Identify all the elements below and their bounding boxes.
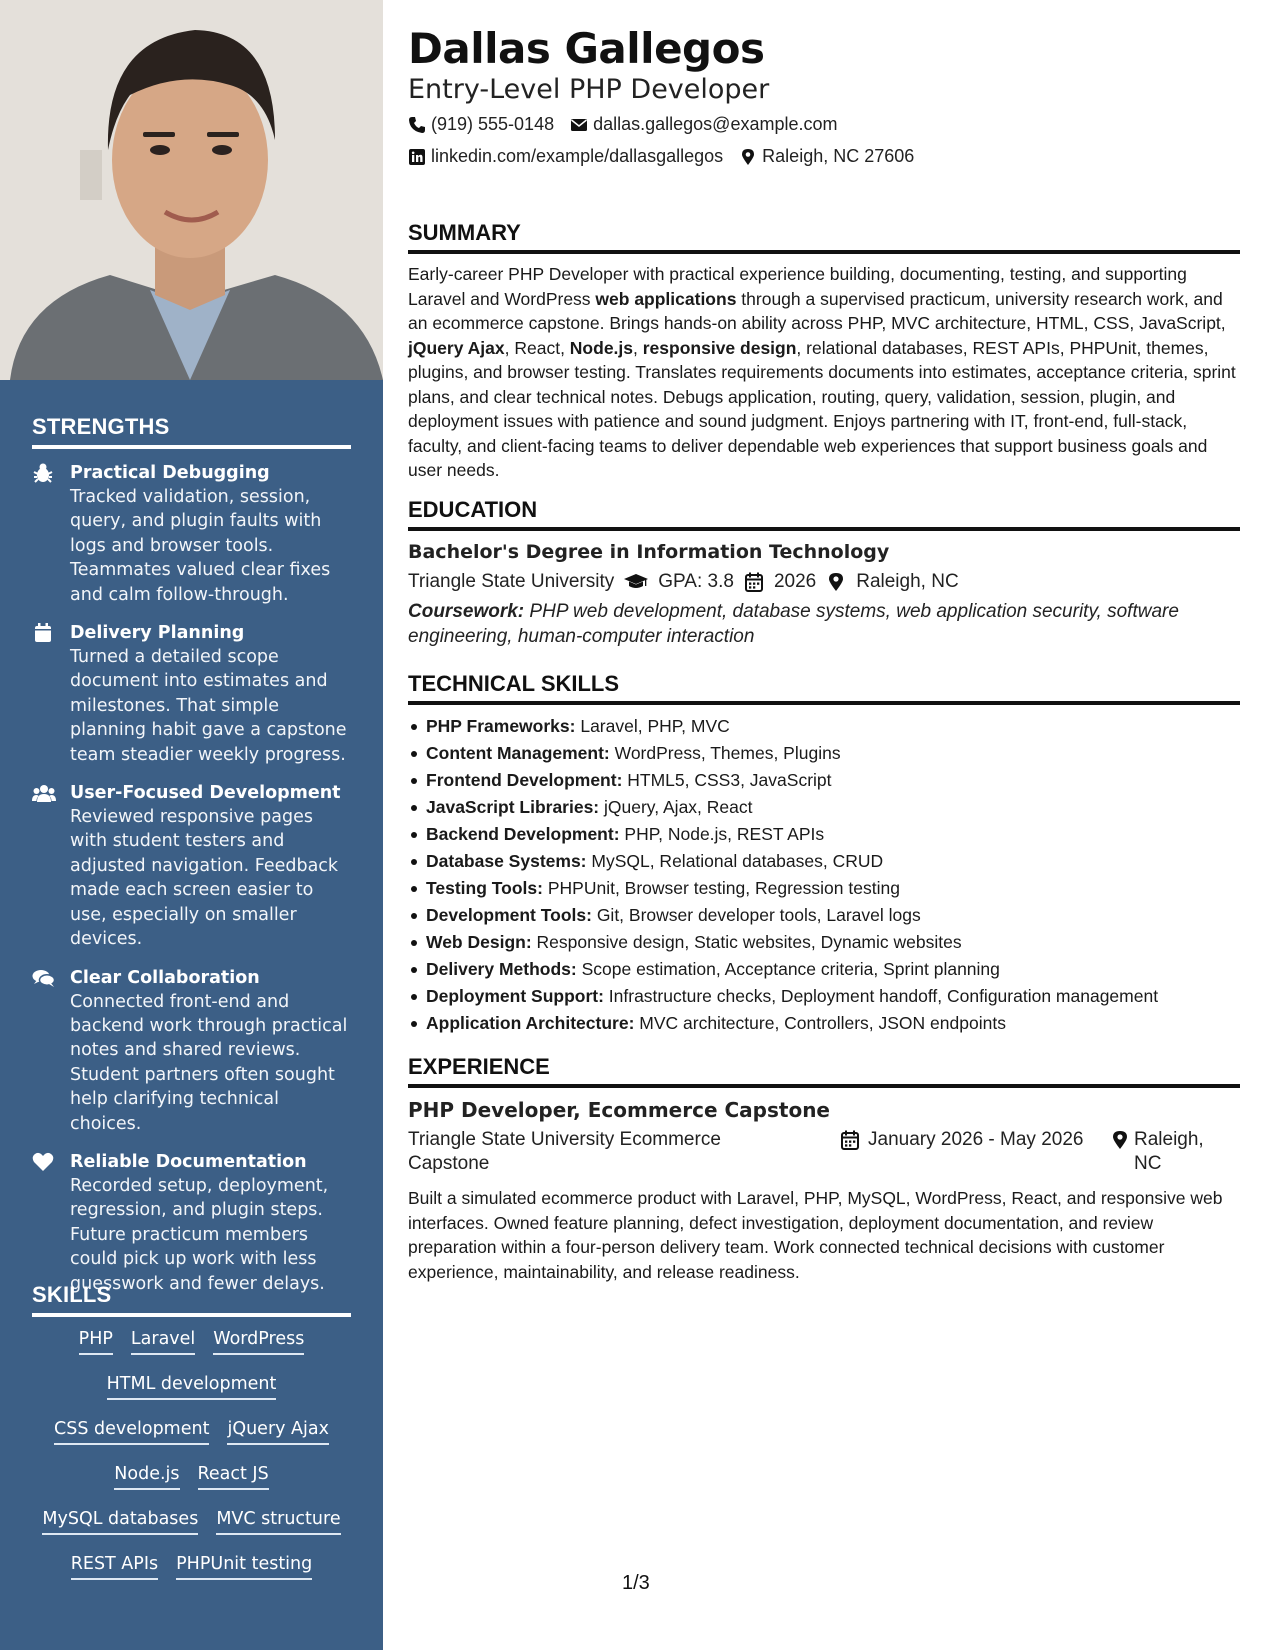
skills-heading: SKILLS — [32, 1282, 351, 1317]
skill-category: Frontend Development: — [426, 770, 623, 790]
skill-values: MVC architecture, Controllers, JSON endpoints — [634, 1013, 1006, 1033]
skill-category: Testing Tools: — [426, 878, 543, 898]
strength-item — [32, 966, 351, 1136]
list-item — [408, 821, 1240, 848]
profile-photo — [0, 0, 383, 380]
skill-values: PHP, Node.js, REST APIs — [619, 824, 825, 844]
summary-paragraph — [408, 262, 1240, 483]
technical-skills-heading: TECHNICAL SKILLS — [408, 671, 1240, 705]
list-item — [408, 740, 1240, 767]
email-link[interactable]: dallas.gallegos@example.com — [593, 114, 838, 134]
linkedin-item — [408, 146, 723, 167]
skill-category: JavaScript Libraries: — [426, 797, 600, 817]
strength-title: Practical Debugging — [70, 463, 270, 483]
summary-section — [408, 220, 1240, 483]
skill-row — [32, 1372, 351, 1417]
school-location: Raleigh, NC — [856, 571, 959, 592]
skills-tags — [32, 1327, 351, 1597]
summary-emphasis: responsive design — [642, 337, 797, 358]
technical-skills-list — [408, 713, 1240, 1037]
skill-row — [32, 1462, 351, 1507]
calendar-icon — [744, 572, 764, 592]
users-icon — [32, 783, 54, 803]
graduation-cap-icon — [624, 572, 648, 592]
skill-category: Delivery Methods: — [426, 959, 577, 979]
job-meta — [408, 1128, 1240, 1180]
skill-category: Application Architecture: — [426, 1013, 635, 1033]
map-pin-icon — [826, 572, 846, 592]
skill-row — [32, 1327, 351, 1372]
heart-icon — [32, 1152, 54, 1172]
strengths-heading: STRENGTHS — [32, 414, 351, 449]
skill-category: PHP Frameworks: — [426, 716, 576, 736]
coursework-label: Coursework: — [408, 601, 525, 622]
job-dates — [840, 1128, 1083, 1152]
phone-icon — [408, 116, 426, 134]
skill-category: Development Tools: — [426, 905, 592, 925]
gpa-value: GPA: 3.8 — [658, 571, 734, 592]
skill-row — [32, 1417, 351, 1462]
linkedin-icon — [408, 148, 426, 166]
skill-values: jQuery, Ajax, React — [599, 797, 753, 817]
skill-tag: Node.js — [114, 1462, 179, 1490]
school-name: Triangle State University — [408, 571, 615, 592]
skill-values: Laravel, PHP, MVC — [575, 716, 730, 736]
job-organization: Triangle State University Ecommerce Capstone — [408, 1129, 721, 1174]
envelope-icon — [570, 116, 588, 134]
sidebar — [0, 0, 383, 1650]
job-title: PHP Developer, Ecommerce Capstone — [408, 1098, 830, 1122]
skill-tag: WordPress — [213, 1327, 304, 1355]
skill-values: Git, Browser developer tools, Laravel logs — [591, 905, 921, 925]
calendar-icon — [840, 1130, 860, 1150]
page-number: 1/3 — [622, 1572, 650, 1594]
list-item — [408, 794, 1240, 821]
strength-text: Reviewed responsive pages with student testers and adjusted navigation. Feedback made each screen easier to use, especially on smaller devices. — [70, 807, 339, 950]
education-section — [408, 497, 1240, 649]
job-location — [1110, 1128, 1220, 1176]
skill-tag: MySQL databases — [42, 1507, 198, 1535]
strength-title: Reliable Documentation — [70, 1151, 307, 1172]
summary-text: through a supervised practicum, university research work, and an ecommerce capstone. Brings hands-on ability across PHP, MVC architecture, HTML, CSS, JavaScript, — [408, 288, 1226, 333]
education-heading: EDUCATION — [408, 497, 1240, 531]
strength-title: Clear Collaboration — [70, 967, 260, 988]
location-text: Raleigh, NC 27606 — [762, 146, 915, 166]
coursework — [408, 599, 1240, 649]
list-item — [408, 767, 1240, 794]
degree-title: Bachelor's Degree in Information Technology — [408, 541, 890, 563]
skill-category: Backend Development: — [426, 824, 620, 844]
summary-emphasis: jQuery Ajax — [408, 337, 505, 358]
list-item — [408, 848, 1240, 875]
skill-tag: jQuery Ajax — [227, 1417, 329, 1445]
strength-item — [32, 621, 351, 767]
skill-tag: Laravel — [131, 1327, 195, 1355]
skill-values: HTML5, CSS3, JavaScript — [622, 770, 832, 790]
skill-tag: REST APIs — [71, 1552, 158, 1580]
skill-row — [32, 1552, 351, 1597]
skill-tag: HTML development — [107, 1372, 277, 1400]
summary-text: , relational databases, REST APIs, PHPUnit, themes, plugins, and browser testing. Translates requirements documents into estimates, acceptance criteria, sprint plans, and clear technical notes. Debugs application, routing, query, validation, session, plugin, and deployment issues with patience and sound judgment. Enjoys partnering with IT, front-end, full-stack, faculty, and client-facing teams to deliver dependable web experiences that support business goals and user needs. — [408, 337, 1236, 480]
email-item — [570, 114, 837, 135]
job-description: Built a simulated ecommerce product with Laravel, PHP, MySQL, WordPress, React, and responsive web interfaces. Owned feature planning, defect investigation, deployment documentation, and review preparation within a four-person delivery team. Work connected technical decisions with customer experience, maintainability, and release readiness. — [408, 1188, 1223, 1282]
skill-tag: MVC structure — [216, 1507, 340, 1535]
skill-category: Deployment Support: — [426, 986, 604, 1006]
skill-values: Responsive design, Static websites, Dynamic websites — [531, 932, 962, 952]
candidate-title: Entry-Level PHP Developer — [408, 74, 770, 105]
skills-section — [32, 1282, 351, 1597]
strength-item — [32, 461, 351, 607]
skill-values: Infrastructure checks, Deployment handoff, Configuration management — [603, 986, 1159, 1006]
experience-section — [408, 1054, 1240, 1284]
summary-emphasis: web applications — [595, 288, 737, 309]
experience-heading: EXPERIENCE — [408, 1054, 1240, 1088]
strengths-section — [32, 414, 351, 1296]
technical-skills-section — [408, 671, 1240, 1037]
summary-text: , — [633, 337, 643, 358]
calendar-icon — [32, 623, 54, 643]
summary-text: , React, — [504, 337, 570, 358]
list-item — [408, 983, 1240, 1010]
map-pin-icon — [1110, 1130, 1130, 1150]
skill-values: MySQL, Relational databases, CRUD — [586, 851, 884, 871]
contact-row — [408, 146, 914, 167]
graduation-year: 2026 — [773, 571, 817, 592]
summary-emphasis: Node.js — [569, 337, 634, 358]
skill-tag: PHPUnit testing — [176, 1552, 312, 1580]
education-meta — [408, 571, 1240, 593]
linkedin-link[interactable]: linkedin.com/example/dallasgallegos — [431, 146, 724, 166]
skill-category: Content Management: — [426, 743, 610, 763]
list-item — [408, 956, 1240, 983]
skill-row — [32, 1507, 351, 1552]
map-pin-icon — [739, 148, 757, 166]
list-item — [408, 875, 1240, 902]
summary-text: Early-career PHP Developer with practical experience building, documenting, testing, and supporting Laravel and WordPress — [408, 264, 1187, 309]
list-item — [408, 1010, 1240, 1037]
comments-icon — [32, 968, 54, 988]
list-item — [408, 713, 1240, 740]
skill-tag: PHP — [79, 1327, 113, 1355]
list-item — [408, 902, 1240, 929]
location-item — [739, 146, 914, 167]
job-date-range: January 2026 - May 2026 — [868, 1129, 1084, 1150]
strength-title: Delivery Planning — [70, 623, 245, 644]
strength-item — [32, 1150, 351, 1296]
skill-values: PHPUnit, Browser testing, Regression testing — [542, 878, 900, 898]
skill-category: Web Design: — [426, 932, 532, 952]
skill-tag: CSS development — [54, 1417, 209, 1445]
skill-category: Database Systems: — [426, 851, 587, 871]
candidate-name: Dallas Gallegos — [408, 24, 765, 73]
coursework-list: PHP web development, database systems, web application security, software engineering, human-computer interaction — [408, 601, 1179, 647]
skill-values: Scope estimation, Acceptance criteria, Sprint planning — [576, 959, 1000, 979]
strength-item — [32, 781, 351, 951]
phone-item — [408, 114, 554, 135]
contact-row — [408, 114, 838, 135]
phone-number[interactable]: (919) 555-0148 — [431, 114, 555, 134]
strength-text: Connected front-end and backend work through practical notes and shared reviews. Student partners often sought help clarifying technical choices. — [70, 991, 348, 1134]
list-item — [408, 929, 1240, 956]
strength-text: Turned a detailed scope document into estimates and milestones. That simple planning habit gave a capstone team steadier weekly progress. — [70, 647, 347, 765]
job-location-text: Raleigh, NC — [1134, 1129, 1204, 1174]
summary-heading: SUMMARY — [408, 220, 1240, 254]
strength-text: Recorded setup, deployment, regression, and plugin steps. Future practicum members could pick up work with less guesswork and fewer delays. — [70, 1175, 329, 1294]
strength-title: User-Focused Development — [70, 783, 341, 804]
skill-tag: React JS — [198, 1462, 269, 1490]
bug-icon — [32, 463, 54, 483]
strength-text: Tracked validation, session, query, and plugin faults with logs and browser tools. Teammates valued clear fixes and calm follow-through. — [70, 487, 331, 605]
skill-values: WordPress, Themes, Plugins — [609, 743, 841, 763]
